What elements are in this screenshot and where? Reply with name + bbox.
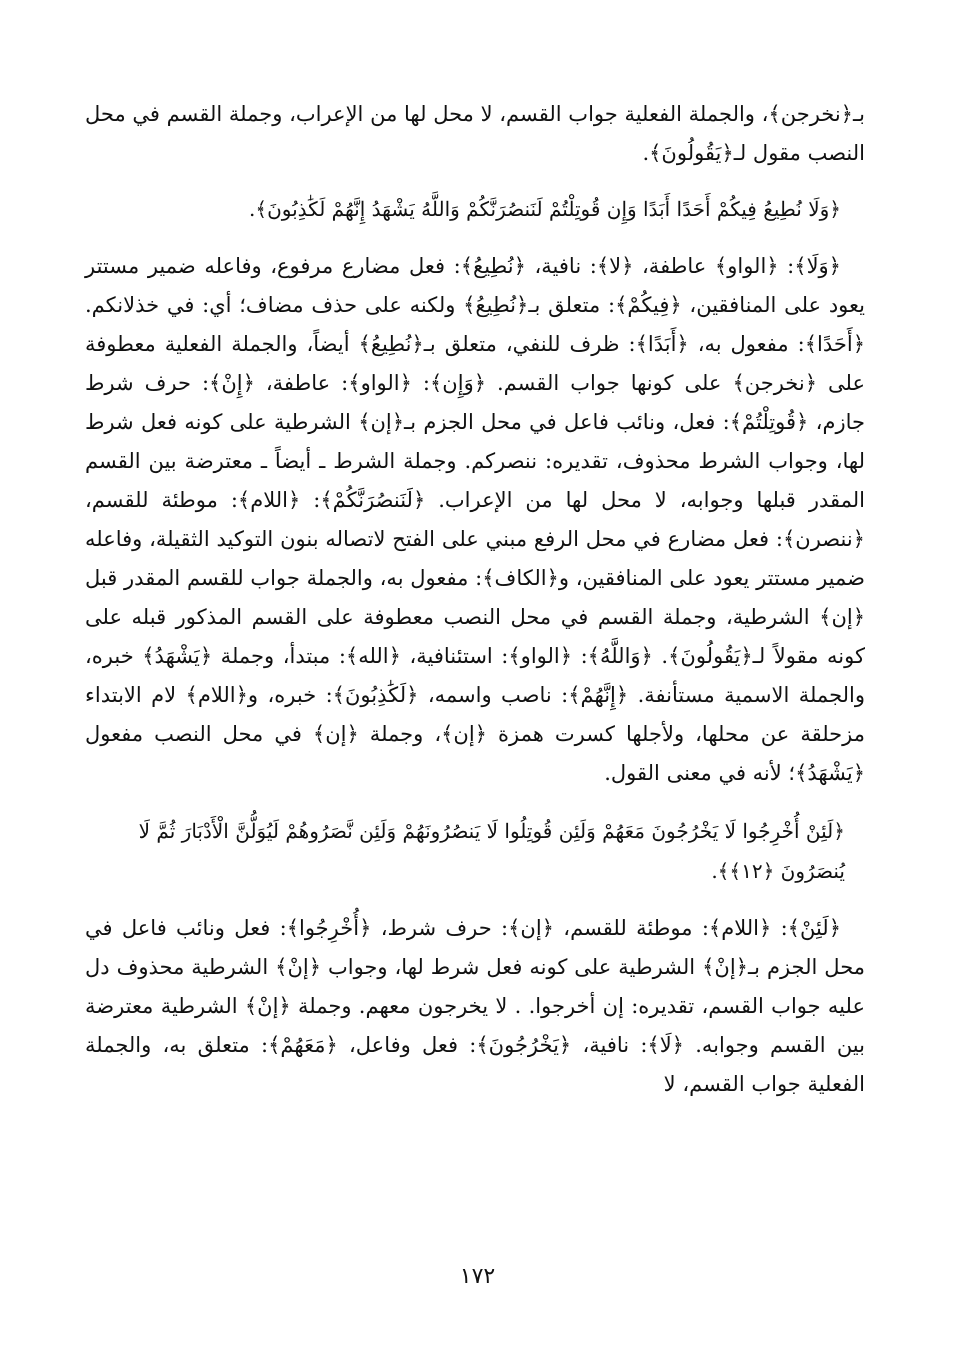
page-number: ١٧٢	[459, 1264, 496, 1289]
paragraph-3: ﴿لَئِنْ﴾: ﴿اللام﴾: موطئة للقسم، ﴿إن﴾: حرف شرط، ﴿أُخْرِجُوا﴾: فعل ونائب فاعل في محل الجزم بـ﴿إنْ﴾ الشرطية على كونه فعل شرط لها، وجواب ﴿إنْ﴾ الشرطية محذوف دل عليه جواب القسم، تقديره: إن أخرجوا. . لا يخرجون معهم. وجملة ﴿إنْ﴾ الشرطية معترضة بين القسم وجوابه. ﴿لَا﴾: نافية، ﴿يَخْرُجُونَ﴾: فعل وفاعل، ﴿مَعَهُمْ﴾: متعلق به، والجملة الفعلية جواب القسم، لا	[85, 916, 865, 1096]
quran-verse-1: ﴿وَلَا نُطِيعُ فِيكُمْ أَحَدًا أَبَدًا وَإِن قُوتِلْتُمْ لَنَنصُرَنَّكُمْ وَاللَّهُ يَشْهَدُ إِنَّهُمْ لَكَٰذِبُونَ﴾.	[249, 197, 841, 221]
paragraph-2: ﴿وَلَا﴾: ﴿الواو﴾ عاطفة، ﴿لا﴾: نافية، ﴿نُطِيعُ﴾: فعل مضارع مرفوع، وفاعله ضمير مستتر يعود على المنافقين، ﴿فِيكُمْ﴾: متعلق بـ﴿نُطِيعُ﴾ ولكنه على حذف مضاف؛ أي: في خذلانكم. ﴿أَحَدًا﴾: مفعول به، ﴿أَبَدًا﴾: ظرف للنفي، متعلق بـ﴿نُطِيعُ﴾ أيضاً، والجملة الفعلية معطوفة على ﴿نخرجن﴾ على كونها جواب القسم. ﴿وَإِن﴾: ﴿الواو﴾: عاطفة، ﴿إِنْ﴾: حرف شرط جازم، ﴿قُوتِلْتُمْ﴾: فعل، ونائب فاعل في محل الجزم بـ﴿إن﴾ الشرطية على كونه فعل شرط لها، وجواب الشرط محذوف، تقديره: ننصركم. وجملة الشرط ـ أيضاً ـ معترضة بين القسم المقدر قبلها وجوابه، لا محل لها من الإعراب. ﴿لَنَنصُرَنَّكُمْ﴾: ﴿اللام﴾: موطئة للقسم، ﴿ننصرن﴾: فعل مضارع في محل الرفع مبني على الفتح لاتصاله بنون التوكيد الثقيلة، وفاعله ضمير مستتر يعود على المنافقين، و﴿الكاف﴾: مفعول به، والجملة جواب للقسم المقدر قبل ﴿إن﴾ الشرطية، وجملة القسم في محل النصب معطوفة على القسم المذكور قبله على كونه مقولاً لـ﴿يَقُولُونَ﴾. ﴿وَاللَّهُ﴾: ﴿الواو﴾: استئنافية، ﴿الله﴾: مبتدأ، وجملة ﴿يَشْهَدُ﴾ خبره، والجملة الاسمية مستأنفة. ﴿إِنَّهُمْ﴾: ناصب واسمه، ﴿لَكَٰذِبُونَ﴾: خبره، و﴿اللام﴾ لام الابتداء مزحلقة عن محلها، ولأجلها كسرت همزة ﴿إن﴾، وجملة ﴿إن﴾ في محل النصب مفعول ﴿يَشْهَدُ﴾؛ لأنه في معنى القول.	[85, 254, 865, 785]
quran-verse-2: ﴿لَئِنْ أُخْرِجُوا لَا يَخْرُجُونَ مَعَهُمْ وَلَئِن قُوتِلُوا لَا يَنصُرُونَهُمْ وَلَئِن نَّصَرُوهُمْ لَيُوَلُّنَّ الْأَدْبَارَ ثُمَّ لَا يُنصَرُونَ ﴿١٢﴾﴾.	[138, 819, 845, 883]
page-body	[85, 95, 865, 1104]
paragraph-1: بـ﴿نخرجن﴾، والجملة الفعلية جواب القسم، لا محل لها من الإعراب، وجملة القسم في محل النصب مقول لـ﴿يَقُولُونَ﴾.	[85, 102, 865, 165]
